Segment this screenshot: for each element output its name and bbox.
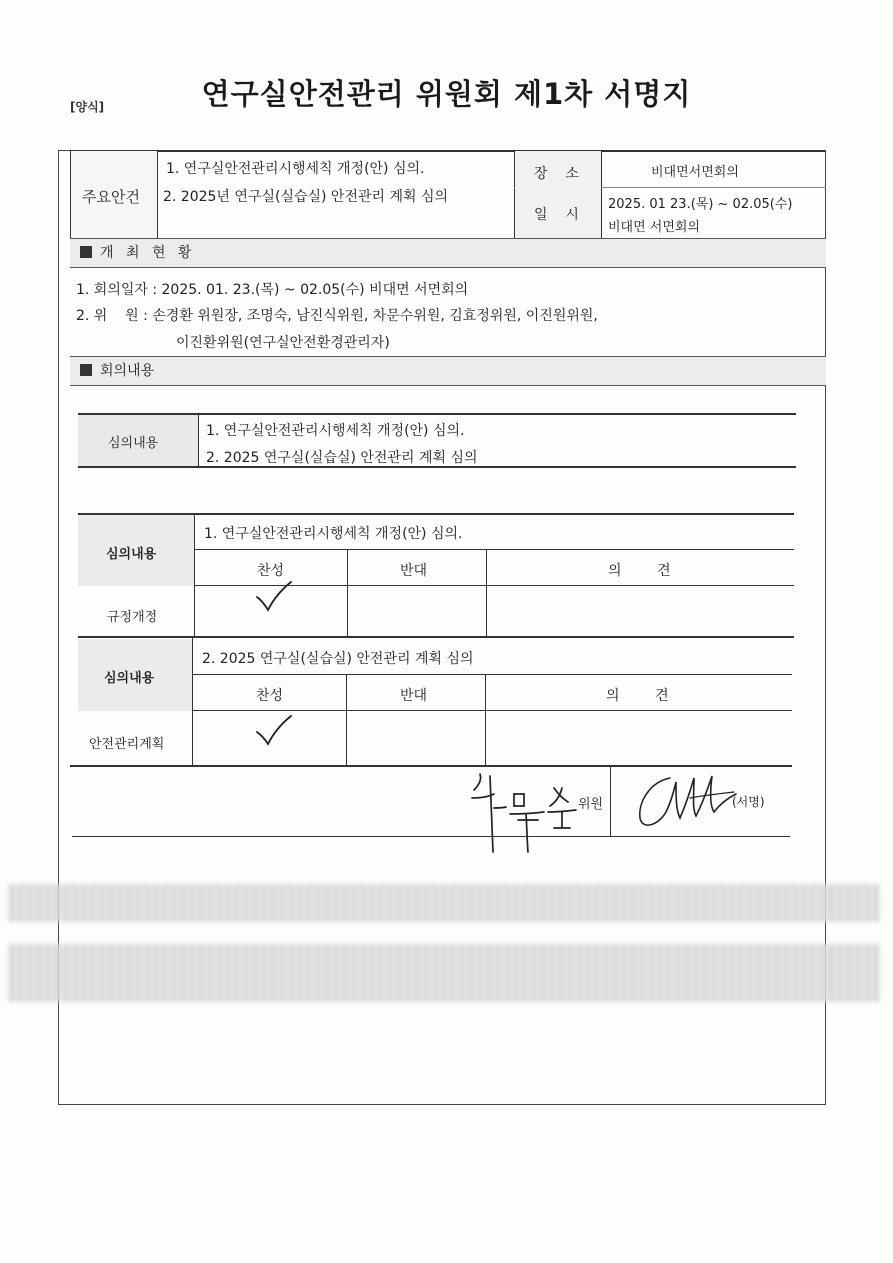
section-content-title: 회의내용 [100, 363, 155, 379]
square-bullet-icon [80, 364, 92, 376]
members-line: 2. 위 원 : 손경환 위원장, 조명숙, 남진식위원, 차문수위원, 김효정위원, 이진원위원, [76, 308, 598, 324]
check-icon [255, 580, 293, 614]
redacted-strip [8, 944, 880, 1002]
vote-1-approve-header: 찬성 [257, 563, 285, 579]
vote-2-opinion-header: 의 견 [606, 688, 669, 704]
vote-1-oppose-header: 반대 [400, 563, 428, 579]
redacted-strip [8, 884, 880, 922]
review-summary-label: 심의내용 [108, 436, 159, 451]
place-label: 장 소 [534, 166, 579, 182]
form-label: [양식] [70, 100, 105, 114]
vote-1-row-label: 규정개정 [107, 610, 158, 625]
section-meeting-title: 개 최 현 황 [100, 245, 196, 261]
vote-1-opinion-header: 의 견 [608, 563, 671, 579]
page-title: 연구실안전관리 위원회 제1차 서명지 [201, 77, 692, 111]
meeting-date-line: 1. 회의일자 : 2025. 01. 23.(목) ~ 02.05(수) 비대면 서면회의 [76, 282, 469, 298]
square-bullet-icon [80, 246, 92, 258]
member-name-handwriting [464, 768, 579, 856]
signature-handwriting [630, 768, 740, 832]
vote-2-oppose-header: 반대 [400, 688, 428, 704]
vote-1-label: 심의내용 [106, 547, 157, 562]
agenda-item-1: 1. 연구실안전관리시행세칙 개정(안) 심의. [166, 161, 425, 177]
section-content-header [70, 356, 826, 386]
vote-2-row-label: 안전관리계획 [89, 737, 165, 752]
vote-2-topic: 2. 2025 연구실(실습실) 안전관리 계획 심의 [202, 651, 474, 667]
review-summary-item-1: 1. 연구실안전관리시행세칙 개정(안) 심의. [206, 423, 465, 439]
vote-2-label: 심의내용 [104, 671, 155, 686]
section-meeting-header [70, 238, 826, 268]
members-line-cont: 이진환위원(연구실안전환경관리자) [176, 335, 390, 351]
review-summary-item-2: 2. 2025 연구실(실습실) 안전관리 계획 심의 [206, 450, 478, 466]
place-value: 비대면서면회의 [651, 165, 739, 180]
vote-2-approve-header: 찬성 [256, 688, 284, 704]
signature-role: 위원 [578, 797, 604, 812]
date-value: 2025. 01 23.(목) ~ 02.05(수) [608, 197, 793, 212]
agenda-item-2: 2. 2025년 연구실(실습실) 안전관리 계획 심의 [163, 189, 449, 205]
check-icon [255, 714, 293, 748]
date-label: 일 시 [534, 207, 579, 223]
vote-1-topic: 1. 연구실안전관리시행세칙 개정(안) 심의. [204, 526, 463, 542]
date-value-mode: 비대면 서면회의 [608, 220, 701, 235]
signature-sign-label: (서명) [732, 795, 765, 809]
agenda-label: 주요안건 [82, 188, 140, 206]
